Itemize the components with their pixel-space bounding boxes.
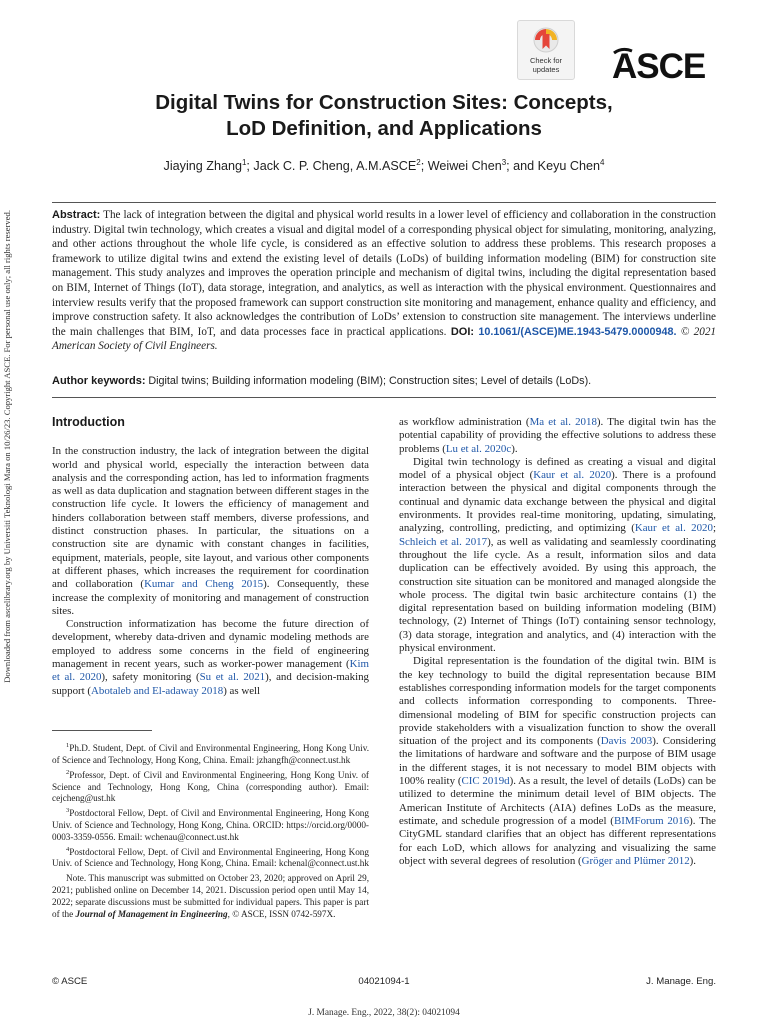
doi-link[interactable]: 10.1061/(ASCE)ME.1943-5479.0000948.	[478, 325, 677, 338]
footnote-mark: 4	[66, 845, 70, 853]
right-paragraph-1	[399, 416, 716, 456]
author-affiliation-mark[interactable]: 4	[599, 158, 605, 167]
copyright-text: © 2021 American Society of Civil Engineers.	[52, 325, 717, 353]
footer-page-id: 04021094-1	[358, 976, 410, 987]
download-notice-text: Downloaded from ascelibrary.org by Universiti Teknologi Mara on 10/26/23. Copyright ASCE. For personal use only; all rights reserved.	[2, 210, 12, 683]
citation-link[interactable]: Schleich et al. 2017	[399, 535, 488, 548]
footnote-mark: 3	[66, 807, 70, 815]
author-affiliation-mark[interactable]: 3	[501, 158, 507, 167]
footnote-mark: 1	[66, 742, 70, 749]
check-for-updates-label	[518, 57, 574, 74]
right-p2-text: Digital twin technology is defined as creating a visual and digital model of a physical object (	[399, 455, 716, 482]
asce-logo-text: ASCE	[612, 47, 706, 82]
keywords-label: Author keywords:	[52, 375, 146, 387]
right-column	[399, 416, 716, 868]
intro-p2-text: Construction informatization has become the future direction of development, whereby data-driven and dynamic modeling methods are employed to address some concerns in the field of engineering management in recent years, such as worker-power management (	[52, 618, 369, 671]
intro-paragraph-2	[52, 618, 369, 698]
citation-link[interactable]: Davis 2003	[600, 735, 653, 748]
right-p2-text: ), as well as validating and seamlessly coordinating throughout the life cycle. As a result, information silos and data duplication can be effectively avoided. By using this approach, the construction site situation can be monitored and managed alongside the whole process. The digital twin basic architecture contains (1) the digital representation based on building information modeling (BIM) technology, (2) Internet of Things (IoT) containing sensor technology, (3) data storage, integration and analytics, and (4) interaction with the physical environment.	[399, 535, 716, 655]
citation-link[interactable]: Kaur et al. 2020	[533, 469, 612, 482]
check-for-updates-line2: updates	[532, 64, 560, 74]
author-name: Jack C. P. Cheng, A.M.ASCE	[253, 159, 417, 174]
note-text: Note. This manuscript was submitted on October 23, 2020; approved on April 29, 2021; published online on December 14, 2021. Discussion period open until May 14, 2022; separate discussions must be submitted for individual papers. This paper is part of the	[52, 873, 369, 919]
manuscript-note	[52, 873, 369, 920]
footnote-item	[52, 767, 369, 805]
introduction-heading: Introduction	[52, 415, 125, 429]
right-p1-text: as workflow administration (	[399, 416, 530, 428]
footnote-rule	[52, 730, 152, 731]
right-paragraph-2	[399, 456, 716, 655]
intro-paragraph-1	[52, 445, 369, 618]
intro-p1-text: In the construction industry, the lack of integration between the digital world and physical world, especially the interaction between data analysis and the corresponding action, has led to information fragments as well as data duplication and stagnation between different stages in the construction life cycle. It lowers the efficiency of management and hinders collaboration between staff members, diverse professions, and distinct construction phases. In particular, the situations on a construction site are dynamic with constant changes in facilities, equipment, materials, people, site layout, and various other components at different phases, which increases the requirement for coordination and collaboration (	[52, 445, 369, 591]
citation-link[interactable]: Su et al. 2021	[199, 671, 266, 684]
note-end: , © ASCE, ISSN 0742-597X.	[227, 908, 336, 919]
check-for-updates-line1: Check for	[529, 56, 563, 65]
citation-link[interactable]: Lu et al. 2020c	[445, 442, 512, 455]
author-list	[60, 158, 708, 173]
author-separator: ;	[420, 159, 428, 174]
right-p3-text: ). Considering the limitations of hardware and software and the purpose of BIM usage in the different stages, it is not necessary to model BIM objects with 100% reality (	[399, 735, 716, 788]
author-name: Jiaying Zhang	[163, 159, 242, 174]
citation-link[interactable]: Abotaleb and El-adaway 2018	[91, 684, 224, 697]
author-name: Weiwei Chen	[427, 159, 502, 174]
right-p3-text: ). As a result, the level of details (LoDs) can be utilized to determine the minimum detail level of BIM objects. The American Institute of Architects (AIA) defines LoDs as the measure, estimate, and schedule progression of a model (	[399, 775, 717, 827]
footnote-item	[52, 805, 369, 843]
left-column	[52, 416, 369, 698]
right-p1-text: ).	[511, 442, 518, 455]
author-separator: ; and	[506, 159, 538, 174]
footnotes	[52, 740, 369, 920]
citation-link[interactable]: Ma et al. 2018	[529, 416, 597, 428]
right-p3-text: ).	[689, 854, 697, 867]
right-p3-text: Digital representation is the foundation of the digital twin. BIM is the key technology to build the digital representation because BIM establishes corresponding information models for the target components and collects information corresponding to components. Three-dimensional modeling of BIM for specific construction projects can provide stakeholders with a visualization function to show the overall situation of the project and its components (	[399, 655, 716, 748]
abstract-text: The lack of integration between the digital and physical world results in a lower level of efficiency and collaboration in the construction industry. Digital twin technology, which creates a visual and digital model of a corresponding physical object for simulating, monitoring, analyzing, and other actions throughout the whole life cycle, is considered as an effective solution to address these problems. This research proposes a framework to utilize digital twins and extend the existing level of details (LoDs) of building information modeling (BIM) for construction site management. This study analyzes and improves the operation principle and mechanism of digital twins, including the digital representation based on BIM, Internet of Things (IoT), data storage, integration, and analytics, as well as interaction with the physical environment. Questionnaires and interview results verify that the proposed framework can support construction site monitoring and management, enhance quality and efficiency, and improve construction safety. It also acknowledges the contribution of LoDs’ extension to construction site management. The interviews underline the main challenges that BIM, IoT, and data processes face in practical applications.	[52, 209, 716, 338]
footnote-item	[52, 740, 369, 767]
author-keywords	[52, 375, 716, 387]
footer-journal: J. Manage. Eng.	[646, 976, 716, 987]
author-affiliation-mark[interactable]: 2	[416, 158, 421, 167]
right-p3-text: ). The CityGML standard clarifies that an object has different representations for each LoD, which allows for analyzing and visualizing the same object with several degrees of resolution (	[399, 814, 717, 867]
article-title	[60, 90, 708, 142]
footnote-item	[52, 844, 369, 871]
title-line-1: Digital Twins for Construction Sites: Concepts,	[155, 91, 613, 114]
footnote-text: Professor, Dept. of Civil and Environmental Engineering, Hong Kong Univ. of Science and Technology, Hong Kong, China (corresponding author). Email: cejcheng@ust.hk	[52, 769, 369, 804]
right-p1-text: ). The digital twin has the potential capability of providing the effective solutions to address these problems (	[399, 416, 716, 455]
abstract-label: Abstract:	[52, 209, 101, 221]
citation-link[interactable]: CIC 2019d	[461, 775, 510, 788]
abstract-top-rule	[52, 202, 716, 203]
intro-p2-end: ) as well	[223, 684, 261, 697]
intro-p1-end: ). Consequently, these increase the complexity of monitoring and management of construction sites.	[52, 578, 369, 617]
download-notice	[2, 210, 14, 800]
right-p2-text: ). There is a profound interaction between the physical and digital components through the continual and dynamic data exchange between the physical and digital environments. It provides real-time monitoring, updating, simulating, analyzing, controlling, predicting, and optimizing (	[399, 469, 716, 535]
citation-link[interactable]: Gröger and Plümer 2012	[581, 854, 690, 867]
keywords-text: Digital twins; Building information modeling (BIM); Construction sites; Level of details (LoDs).	[148, 375, 592, 387]
footer-copyright: © ASCE	[52, 976, 88, 987]
intro-p2-mid: ), safety monitoring (	[101, 671, 200, 684]
intro-p2-mid: ), and decision-making support (	[52, 671, 369, 697]
citation-link[interactable]: Kumar and Cheng 2015	[144, 578, 264, 591]
footnote-text: Postdoctoral Fellow, Dept. of Civil and Environmental Engineering, Hong Kong Univ. of Science and Technology, Hong Kong, China. ORCID: https://orcid.org/0000-0003-3359-0556. Email: wchenau@connect.ust.hk	[52, 808, 369, 842]
citation-link[interactable]: Kim et al. 2020	[52, 658, 369, 684]
abstract	[52, 208, 716, 354]
bottom-citation: J. Manage. Eng., 2022, 38(2): 04021094	[308, 1008, 460, 1018]
footnote-mark: 2	[66, 768, 70, 776]
author-name: Keyu Chen	[537, 159, 600, 174]
footnote-text: Ph.D. Student, Dept. of Civil and Environmental Engineering, Hong Kong Univ. of Science and Technology, Hong Kong, China. Email: jzhangfh@connect.ust.hk	[52, 743, 369, 765]
author-affiliation-mark[interactable]: 1	[241, 158, 247, 167]
check-for-updates-button[interactable]	[517, 20, 575, 80]
author-separator: ;	[246, 159, 254, 174]
footnote-text: Postdoctoral Fellow, Dept. of Civil and Environmental Engineering, Hong Kong Univ. of Science and Technology, Hong Kong, China. Email: kchenal@connect.ust.hk	[52, 846, 369, 869]
citation-separator: ;	[712, 522, 716, 535]
citation-link[interactable]: BIMForum 2016	[613, 814, 690, 827]
keywords-bottom-rule	[52, 397, 716, 398]
citation-link[interactable]: Kaur et al. 2020	[634, 522, 713, 535]
title-line-2: LoD Definition, and Applications	[226, 117, 542, 140]
right-paragraph-3	[399, 655, 716, 868]
check-for-updates-icon	[532, 26, 560, 56]
asce-logo	[612, 44, 716, 82]
journal-name: Journal of Management in Engineering	[75, 908, 228, 919]
doi-label: DOI:	[450, 325, 475, 338]
